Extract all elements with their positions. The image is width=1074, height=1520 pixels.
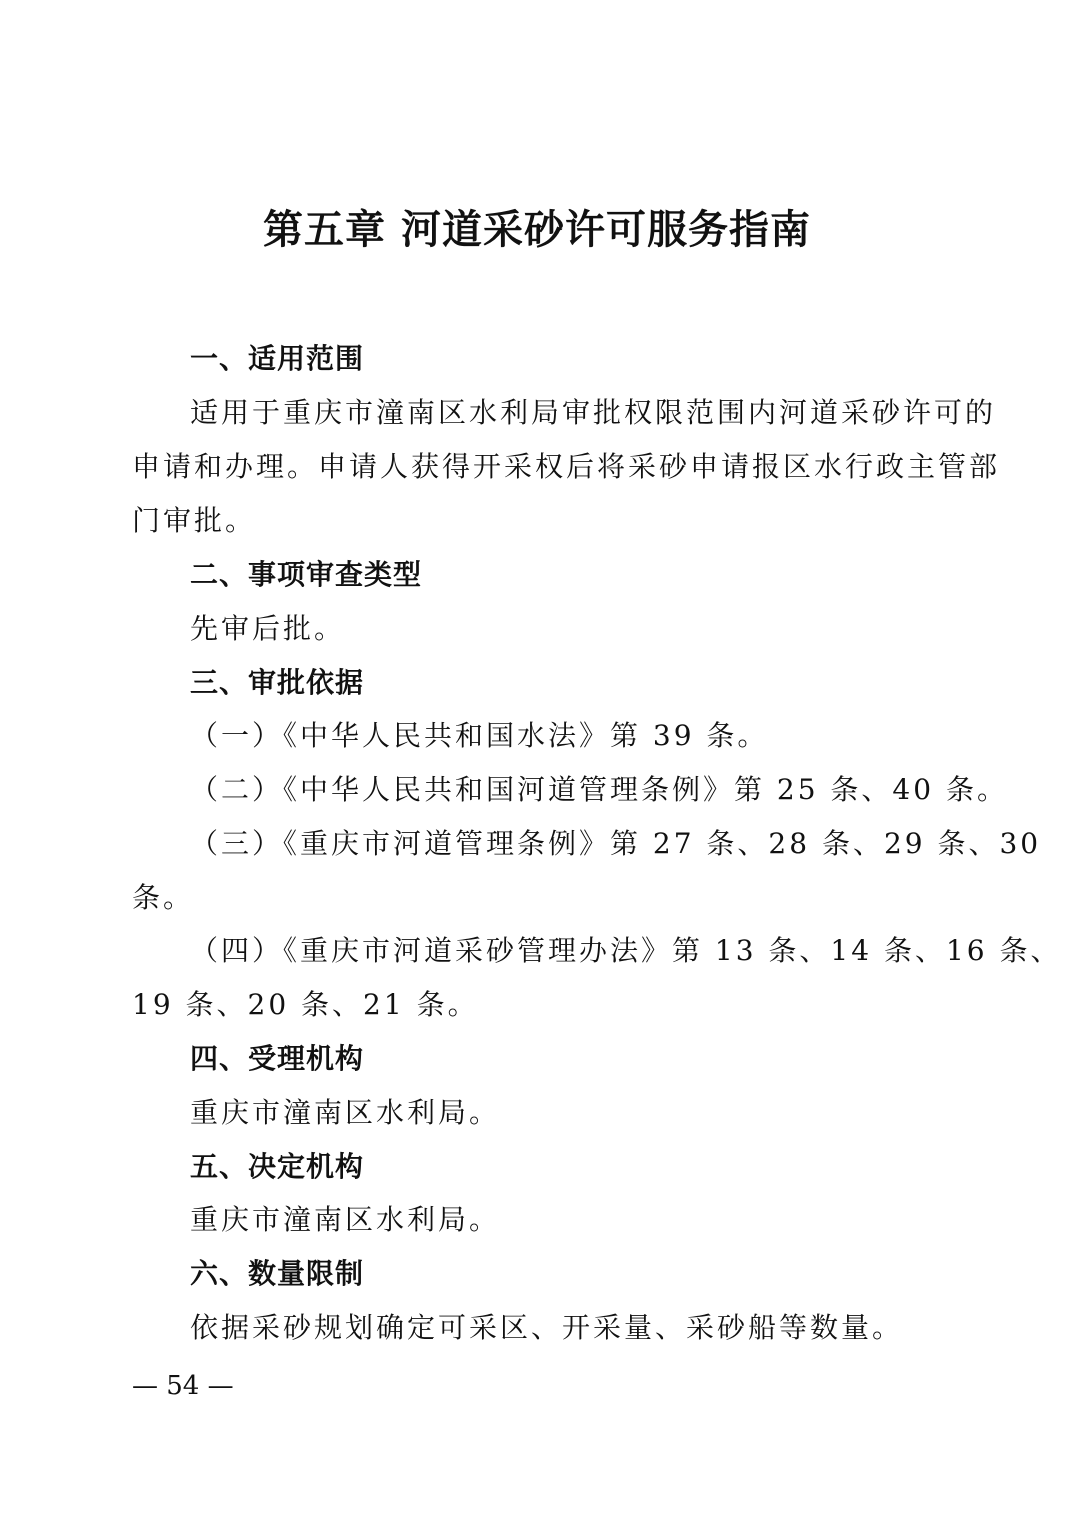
paragraph-line: 门审批。 (132, 504, 257, 537)
paragraph-line: 依据采砂规划确定可采区、开采量、采砂船等数量。 (190, 1311, 904, 1344)
section-heading-legal-basis: 三、审批依据 (190, 666, 365, 699)
paragraph-line: （一）《中华人民共和国水法》第 39 条。 (190, 719, 769, 752)
paragraph-line: （四）《重庆市河道采砂管理办法》第 13 条、14 条、16 条、 (190, 934, 1062, 967)
section-heading-review-type: 二、事项审查类型 (190, 558, 423, 591)
paragraph-line: 重庆市潼南区水利局。 (190, 1203, 501, 1236)
paragraph-line: 19 条、20 条、21 条。 (132, 988, 479, 1021)
section-heading-accepting-agency: 四、受理机构 (190, 1042, 365, 1075)
section-heading-quantity-limit: 六、数量限制 (190, 1257, 365, 1290)
paragraph-line: （二）《中华人民共和国河道管理条例》第 25 条、40 条。 (190, 773, 1008, 806)
paragraph-line: （三）《重庆市河道管理条例》第 27 条、28 条、29 条、30 (190, 827, 1042, 860)
page-number: — 54 — (132, 1371, 234, 1401)
paragraph-line: 重庆市潼南区水利局。 (190, 1096, 501, 1129)
paragraph-line: 先审后批。 (190, 612, 346, 645)
section-heading-deciding-agency: 五、决定机构 (190, 1150, 365, 1183)
paragraph-line: 适用于重庆市潼南区水利局审批权限范围内河道采砂许可的 (190, 396, 997, 429)
paragraph-line: 条。 (132, 881, 195, 914)
section-heading-scope: 一、适用范围 (190, 342, 365, 375)
paragraph-line: 申请和办理。申请人获得开采权后将采砂申请报区水行政主管部 (132, 450, 1001, 483)
chapter-title: 第五章 河道采砂许可服务指南 (263, 207, 811, 253)
